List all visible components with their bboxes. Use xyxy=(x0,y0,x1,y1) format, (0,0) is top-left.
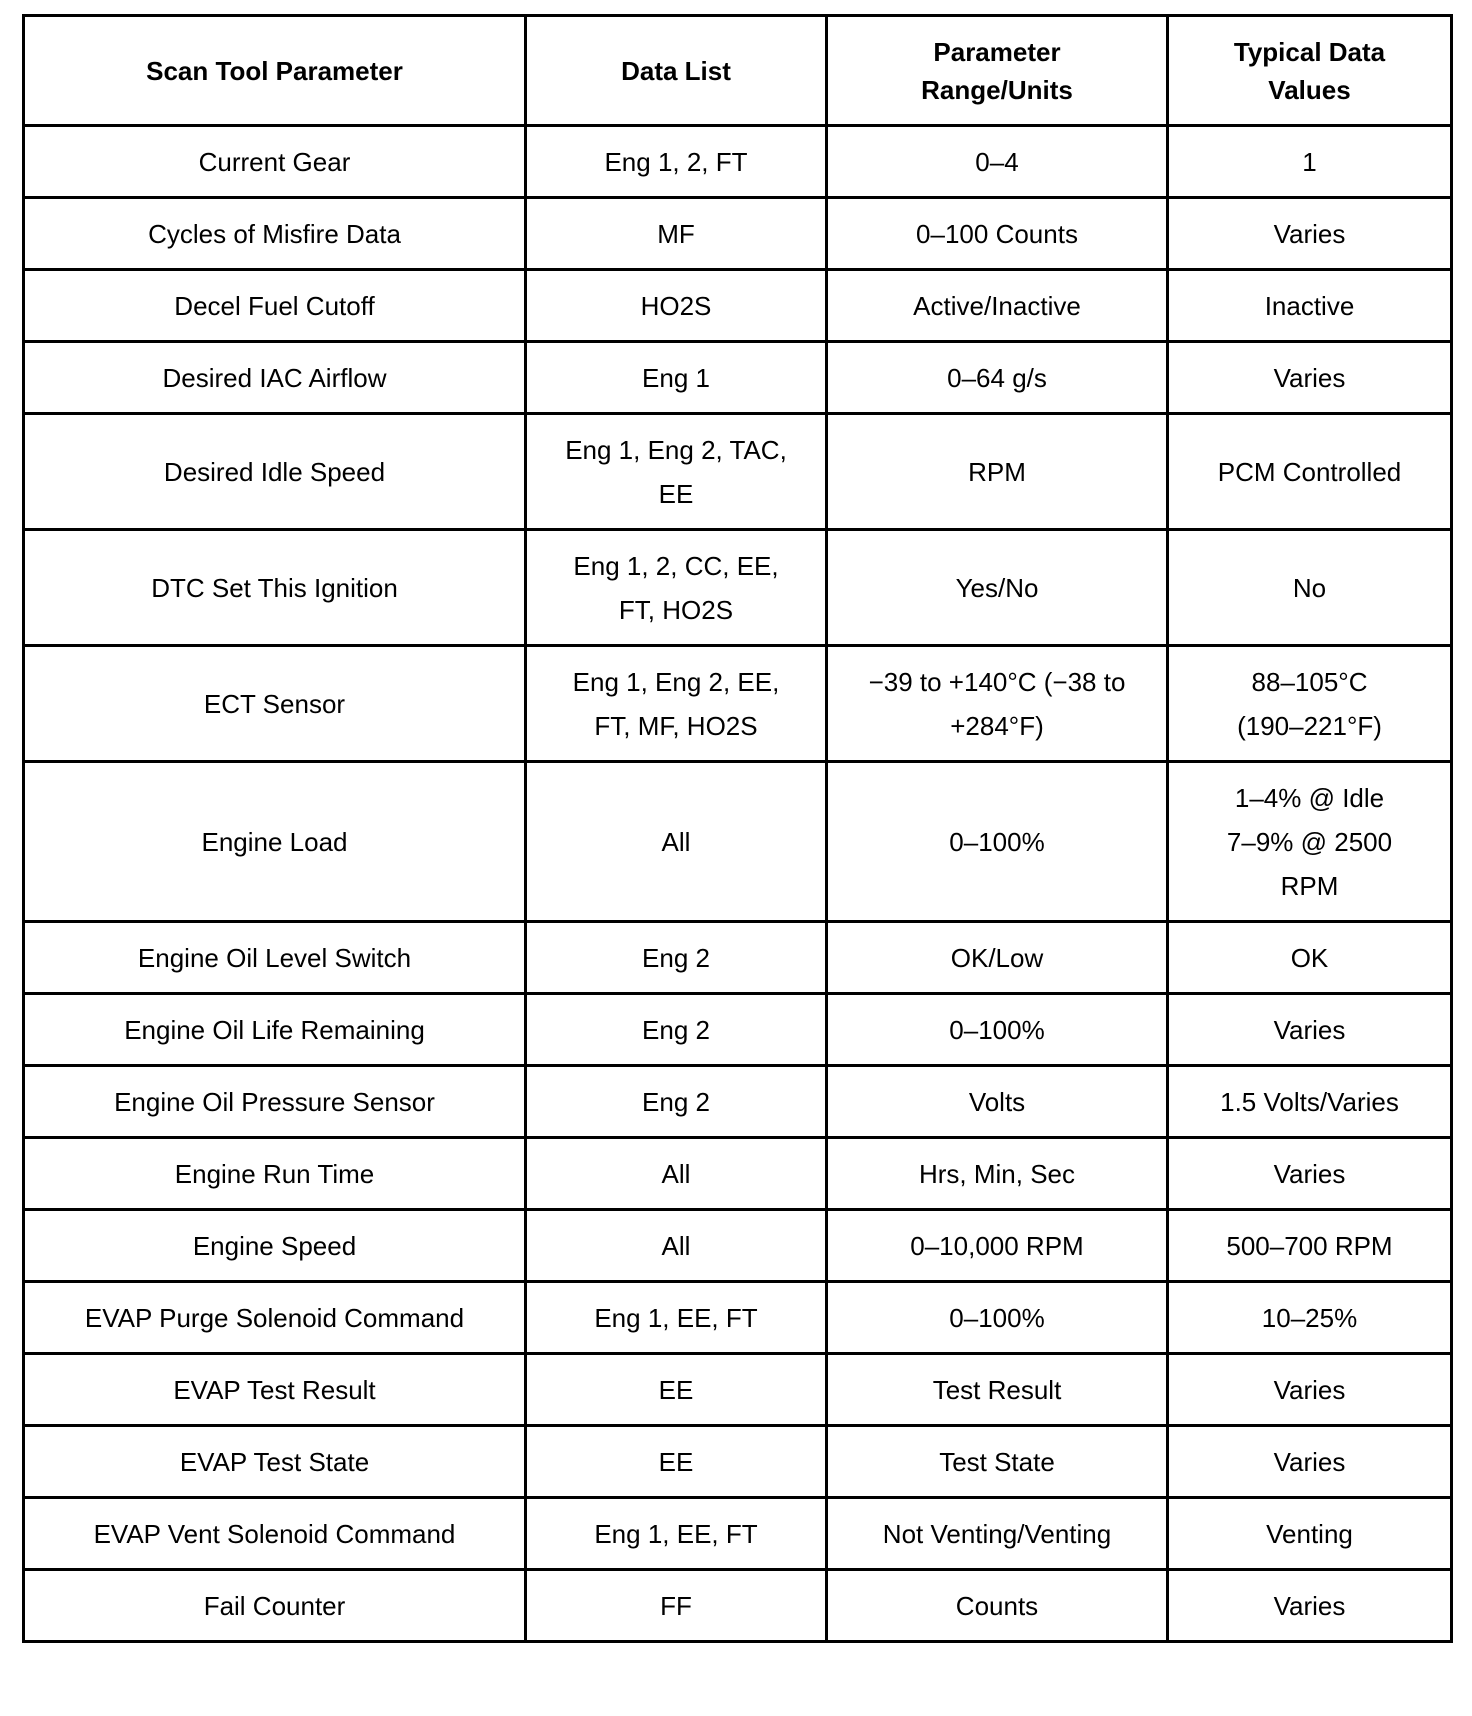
header-scan-tool-parameter: Scan Tool Parameter xyxy=(24,16,526,126)
cell-typical-value: 500–700 RPM xyxy=(1168,1210,1452,1282)
cell-parameter: ECT Sensor xyxy=(24,646,526,762)
cell-parameter: Engine Load xyxy=(24,762,526,922)
cell-typical-value: 1.5 Volts/Varies xyxy=(1168,1066,1452,1138)
cell-parameter: Engine Run Time xyxy=(24,1138,526,1210)
cell-parameter: EVAP Purge Solenoid Command xyxy=(24,1282,526,1354)
cell-parameter: Current Gear xyxy=(24,126,526,198)
cell-range-units: Not Venting/Venting xyxy=(827,1498,1168,1570)
scan-tool-parameter-table xyxy=(22,14,1453,1643)
cell-data-list: Eng 1, 2, CC, EE, FT, HO2S xyxy=(526,530,827,646)
cell-typical-value: Varies xyxy=(1168,342,1452,414)
cell-typical-value: Varies xyxy=(1168,1138,1452,1210)
table-row xyxy=(24,198,1452,270)
cell-typical-value: No xyxy=(1168,530,1452,646)
cell-range-units: RPM xyxy=(827,414,1168,530)
cell-parameter: Cycles of Misfire Data xyxy=(24,198,526,270)
cell-range-units: Test State xyxy=(827,1426,1168,1498)
cell-data-list: Eng 1, EE, FT xyxy=(526,1282,827,1354)
cell-data-list: All xyxy=(526,1210,827,1282)
table-row xyxy=(24,1282,1452,1354)
cell-typical-value: Varies xyxy=(1168,198,1452,270)
cell-range-units: Counts xyxy=(827,1570,1168,1642)
table-row xyxy=(24,922,1452,994)
cell-typical-value: Varies xyxy=(1168,1570,1452,1642)
cell-parameter: EVAP Vent Solenoid Command xyxy=(24,1498,526,1570)
cell-typical-value: PCM Controlled xyxy=(1168,414,1452,530)
cell-typical-value: OK xyxy=(1168,922,1452,994)
table-row xyxy=(24,994,1452,1066)
table-row xyxy=(24,414,1452,530)
cell-data-list: All xyxy=(526,1138,827,1210)
cell-data-list: Eng 2 xyxy=(526,994,827,1066)
cell-typical-value: Varies xyxy=(1168,1354,1452,1426)
cell-typical-value: Varies xyxy=(1168,1426,1452,1498)
cell-data-list: MF xyxy=(526,198,827,270)
cell-parameter: Fail Counter xyxy=(24,1570,526,1642)
header-data-list: Data List xyxy=(526,16,827,126)
cell-typical-value: 88–105°C (190–221°F) xyxy=(1168,646,1452,762)
cell-range-units: 0–10,000 RPM xyxy=(827,1210,1168,1282)
cell-range-units: 0–4 xyxy=(827,126,1168,198)
cell-parameter: Engine Oil Life Remaining xyxy=(24,994,526,1066)
cell-typical-value: 1 xyxy=(1168,126,1452,198)
table-row xyxy=(24,1498,1452,1570)
table-row xyxy=(24,342,1452,414)
cell-parameter: EVAP Test State xyxy=(24,1426,526,1498)
cell-data-list: Eng 1, Eng 2, TAC, EE xyxy=(526,414,827,530)
cell-parameter: Engine Oil Level Switch xyxy=(24,922,526,994)
cell-range-units: Volts xyxy=(827,1066,1168,1138)
cell-data-list: Eng 2 xyxy=(526,1066,827,1138)
cell-typical-value: 10–25% xyxy=(1168,1282,1452,1354)
cell-data-list: Eng 1 xyxy=(526,342,827,414)
cell-range-units: Hrs, Min, Sec xyxy=(827,1138,1168,1210)
cell-typical-value: Varies xyxy=(1168,994,1452,1066)
header-parameter-range-units: Parameter Range/Units xyxy=(827,16,1168,126)
cell-parameter: EVAP Test Result xyxy=(24,1354,526,1426)
cell-data-list: EE xyxy=(526,1426,827,1498)
cell-range-units: Yes/No xyxy=(827,530,1168,646)
cell-data-list: HO2S xyxy=(526,270,827,342)
cell-parameter: Engine Oil Pressure Sensor xyxy=(24,1066,526,1138)
cell-range-units: 0–100 Counts xyxy=(827,198,1168,270)
table-row xyxy=(24,1210,1452,1282)
cell-data-list: Eng 1, 2, FT xyxy=(526,126,827,198)
table-row xyxy=(24,530,1452,646)
table-row xyxy=(24,762,1452,922)
cell-data-list: FF xyxy=(526,1570,827,1642)
cell-data-list: Eng 2 xyxy=(526,922,827,994)
cell-parameter: Desired Idle Speed xyxy=(24,414,526,530)
cell-parameter: DTC Set This Ignition xyxy=(24,530,526,646)
cell-parameter: Decel Fuel Cutoff xyxy=(24,270,526,342)
cell-range-units: Active/Inactive xyxy=(827,270,1168,342)
cell-range-units: 0–100% xyxy=(827,762,1168,922)
cell-range-units: Test Result xyxy=(827,1354,1168,1426)
table-row xyxy=(24,646,1452,762)
cell-range-units: OK/Low xyxy=(827,922,1168,994)
table-row xyxy=(24,270,1452,342)
table-row xyxy=(24,1426,1452,1498)
cell-typical-value: Venting xyxy=(1168,1498,1452,1570)
cell-typical-value: Inactive xyxy=(1168,270,1452,342)
cell-data-list: Eng 1, Eng 2, EE, FT, MF, HO2S xyxy=(526,646,827,762)
table-header-row xyxy=(24,16,1452,126)
table-row xyxy=(24,1066,1452,1138)
cell-range-units: 0–100% xyxy=(827,1282,1168,1354)
cell-typical-value: 1–4% @ Idle 7–9% @ 2500 RPM xyxy=(1168,762,1452,922)
cell-parameter: Desired IAC Airflow xyxy=(24,342,526,414)
table-row xyxy=(24,1570,1452,1642)
cell-range-units: 0–100% xyxy=(827,994,1168,1066)
cell-parameter: Engine Speed xyxy=(24,1210,526,1282)
table-row xyxy=(24,126,1452,198)
table-row xyxy=(24,1354,1452,1426)
cell-data-list: Eng 1, EE, FT xyxy=(526,1498,827,1570)
table-row xyxy=(24,1138,1452,1210)
header-typical-data-values: Typical Data Values xyxy=(1168,16,1452,126)
cell-data-list: EE xyxy=(526,1354,827,1426)
cell-data-list: All xyxy=(526,762,827,922)
cell-range-units: 0–64 g/s xyxy=(827,342,1168,414)
cell-range-units: −39 to +140°C (−38 to +284°F) xyxy=(827,646,1168,762)
